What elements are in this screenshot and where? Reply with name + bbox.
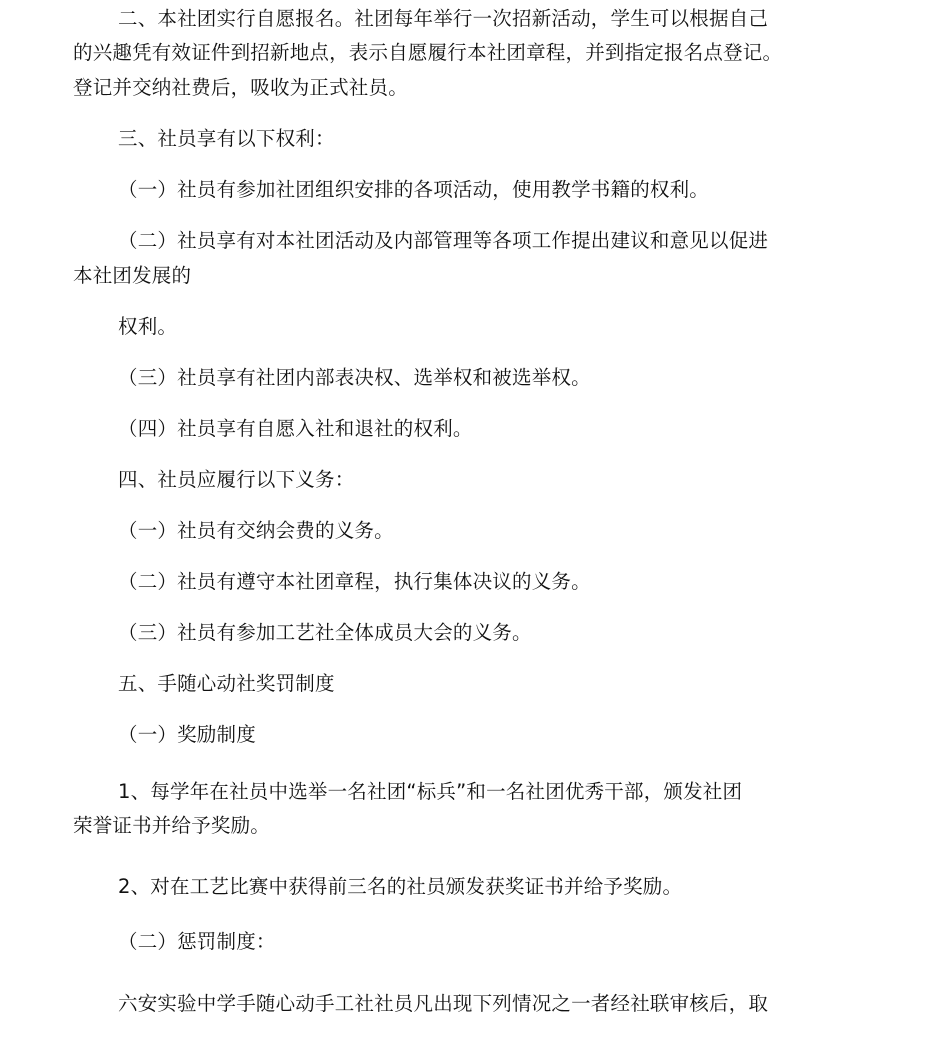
right-item-2-line-1: （二）社员享有对本社团活动及内部管理等各项工作提出建议和意见以促进 xyxy=(118,229,769,252)
penalty-intro-line: 六安实验中学手随心动手工社社员凡出现下列情况之一者经社联审核后，取 xyxy=(118,992,769,1015)
duty-item-3: （三）社员有参加工艺社全体成员大会的义务。 xyxy=(118,621,532,644)
right-item-4: （四）社员享有自愿入社和退社的权利。 xyxy=(118,417,473,440)
right-item-2-continuation: 权利。 xyxy=(118,315,178,338)
section-4-heading: 四、社员应履行以下义务： xyxy=(118,468,355,491)
right-item-2-line-2: 本社团发展的 xyxy=(73,264,192,287)
section-3-heading: 三、社员享有以下权利： xyxy=(118,127,335,150)
right-item-1: （一）社员有参加社团组织安排的各项活动，使用教学书籍的权利。 xyxy=(118,178,710,201)
section-5-heading: 五、手随心动社奖罚制度 xyxy=(118,672,335,695)
reward-item-1-line-1: 1、每学年在社员中选举一名社团“标兵”和一名社团优秀干部，颁发社团 xyxy=(118,780,743,803)
paragraph-2-line-2: 的兴趣凭有效证件到招新地点，表示自愿履行本社团章程，并到指定报名点登记。 xyxy=(73,41,783,64)
duty-item-2: （二）社员有遵守本社团章程，执行集体决议的义务。 xyxy=(118,570,591,593)
right-item-3: （三）社员享有社团内部表决权、选举权和被选举权。 xyxy=(118,366,591,389)
penalty-heading: （二）惩罚制度： xyxy=(118,930,276,953)
reward-item-1-line-2: 荣誉证书并给予奖励。 xyxy=(73,814,271,837)
reward-item-2: 2、对在工艺比赛中获得前三名的社员颁发获奖证书并给予奖励。 xyxy=(118,875,683,898)
paragraph-2-line-3: 登记并交纳社费后，吸收为正式社员。 xyxy=(73,76,408,99)
duty-item-1: （一）社员有交纳会费的义务。 xyxy=(118,519,394,542)
paragraph-2-line-1: 二、本社团实行自愿报名。社团每年举行一次招新活动，学生可以根据自己 xyxy=(118,7,769,30)
reward-heading: （一）奖励制度 xyxy=(118,723,256,746)
